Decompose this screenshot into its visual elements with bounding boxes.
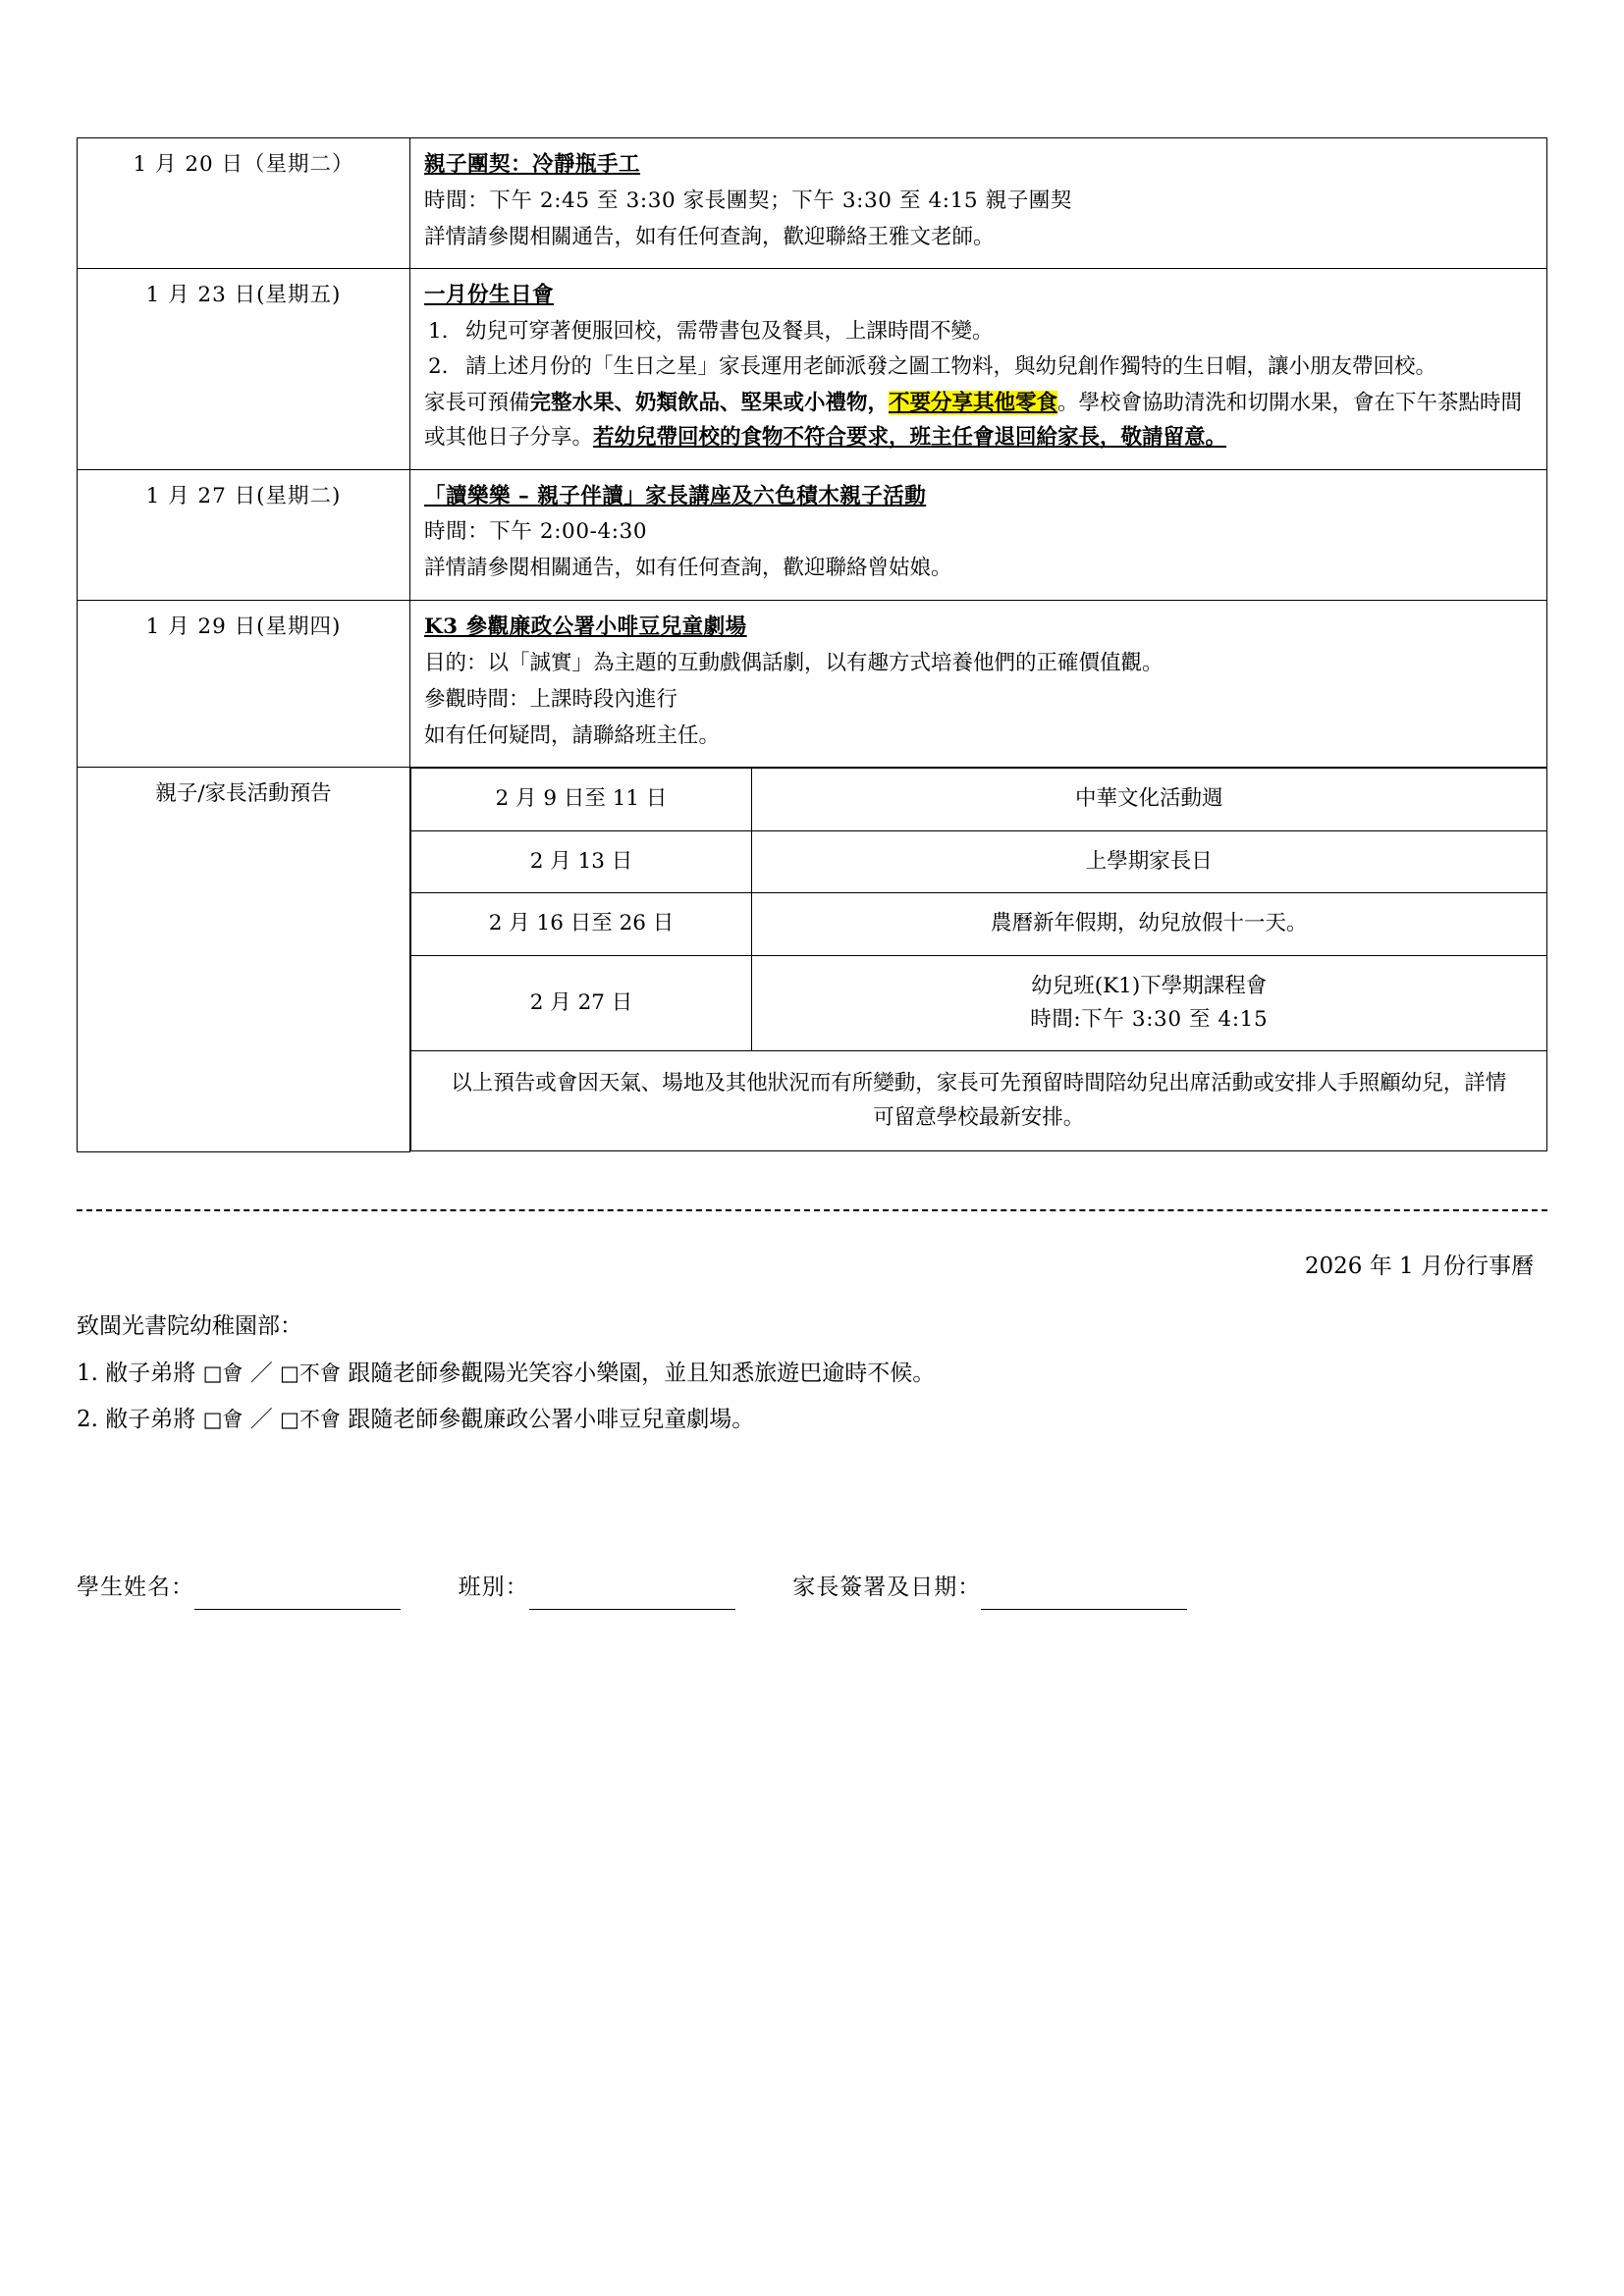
preview-date: 2 月 13 日 — [411, 830, 752, 892]
preview-date: 2 月 27 日 — [411, 955, 752, 1051]
reply-item-number: 1. — [77, 1361, 98, 1387]
row-content — [410, 269, 1547, 469]
row-content — [410, 138, 1547, 269]
reply-item-prefix: 敝子弟將 — [105, 1407, 196, 1433]
class-field[interactable] — [529, 1587, 735, 1610]
checkbox-will-not-attend[interactable]: □不會 — [280, 1408, 341, 1432]
signature-row — [77, 1566, 1547, 1610]
student-name-label: 學生姓名： — [77, 1575, 194, 1601]
event-item-list — [424, 315, 1533, 385]
preview-table — [410, 768, 1547, 1151]
paragraph-part: 家長可預備 — [424, 390, 530, 415]
table-row — [411, 769, 1547, 830]
event-line: 目的：以「誠實」為主題的互動戲偶話劇，以有趣方式培養他們的正確價值觀。 — [424, 650, 1164, 675]
reply-item-text: 跟隨老師參觀廉政公署小啡豆兒童劇場。 — [348, 1407, 755, 1433]
checkbox-will-not-attend[interactable]: □不會 — [280, 1362, 341, 1386]
preview-date: 2 月 16 日至 26 日 — [411, 893, 752, 955]
list-item-number: 1. — [428, 319, 449, 345]
preview-container — [410, 768, 1547, 1151]
reply-item-slash: ／ — [249, 1361, 273, 1387]
table-row — [411, 830, 1547, 892]
event-line: 時間：下午 2:00-4:30 — [424, 519, 648, 545]
paragraph-bold: 完整水果、奶類飲品、堅果或小禮物， — [529, 390, 890, 415]
table-row — [78, 269, 1547, 469]
row-date: 1 月 20 日（星期二） — [78, 138, 410, 269]
list-item — [424, 350, 1533, 385]
table-row — [78, 138, 1547, 269]
row-content — [410, 469, 1547, 600]
reply-option-row — [77, 1398, 1547, 1442]
row-content — [410, 601, 1547, 768]
preview-date: 2 月 9 日至 11 日 — [411, 769, 752, 830]
event-title: 「讀樂樂 – 親子伴讀」家長講座及六色積木親子活動 — [424, 483, 927, 508]
table-row — [78, 469, 1547, 600]
table-row — [411, 1051, 1547, 1151]
preview-event-cell — [752, 955, 1547, 1051]
event-line: 參觀時間：上課時段內進行 — [424, 686, 678, 712]
event-title: K3 參觀廉政公署小啡豆兒童劇場 — [424, 614, 747, 640]
checkbox-will-attend[interactable]: □會 — [202, 1362, 244, 1386]
event-line: 詳情請參閱相關通告，如有任何查詢，歡迎聯絡王雅文老師。 — [424, 224, 995, 249]
parent-signature-label: 家長簽署及日期： — [792, 1575, 982, 1601]
list-item-number: 2. — [428, 354, 449, 380]
student-name-field[interactable] — [194, 1587, 401, 1610]
row-date: 1 月 29 日(星期四) — [78, 601, 410, 768]
reply-option-row — [77, 1352, 1547, 1396]
checkbox-will-attend[interactable]: □會 — [202, 1408, 244, 1432]
preview-event-time: 時間:下午 3:30 至 4:15 — [1030, 1006, 1269, 1032]
list-item-text: 幼兒可穿著便服回校，需帶書包及餐具，上課時間不變。 — [465, 319, 994, 345]
event-title: 親子團契：冷靜瓶手工 — [424, 152, 641, 177]
table-row — [411, 893, 1547, 955]
reply-item-prefix: 敝子弟將 — [105, 1361, 196, 1387]
class-label: 班別： — [458, 1575, 529, 1601]
event-line: 時間：下午 2:45 至 3:30 家長團契；下午 3:30 至 4:15 親子團契 — [424, 187, 1072, 213]
preview-event: 中華文化活動週 — [752, 769, 1547, 830]
paragraph-part: 。學校會協助清洗和切開水果，會在下午茶點時間或其他日子分享。 — [424, 390, 1523, 450]
paragraph-bold-underline: 若幼兒帶回校的食物不符合要求，班主任會退回給家長，敬請留意。 — [593, 424, 1227, 450]
preview-note: 以上預告或會因天氣、場地及其他狀況而有所變動，家長可先預留時間陪幼兒出席活動或安排人手照顧幼兒，詳情可留意學校最新安排。 — [411, 1051, 1547, 1151]
calendar-table — [77, 137, 1547, 1152]
reply-item-text: 跟隨老師參觀陽光笑容小樂園，並且知悉旅遊巴逾時不候。 — [348, 1361, 936, 1387]
reply-slip — [77, 1245, 1547, 1610]
event-paragraph — [424, 387, 1533, 455]
preview-label: 親子/家長活動預告 — [78, 768, 410, 1151]
row-date: 1 月 23 日(星期五) — [78, 269, 410, 469]
event-line: 如有任何疑問，請聯絡班主任。 — [424, 722, 721, 748]
reply-addressee: 致閩光書院幼稚園部： — [77, 1312, 302, 1339]
list-item — [424, 315, 1533, 349]
parent-signature-field[interactable] — [981, 1587, 1187, 1610]
list-item-text: 請上述月份的「生日之星」家長運用老師派發之圖工物料，與幼兒創作獨特的生日帽，讓小朋友帶回校。 — [465, 354, 1437, 380]
preview-event: 上學期家長日 — [752, 830, 1547, 892]
event-title: 一月份生日會 — [424, 283, 555, 308]
tear-off-divider — [77, 1209, 1547, 1211]
preview-row — [78, 768, 1547, 1151]
reply-item-slash: ／ — [249, 1407, 273, 1433]
reply-title: 2026 年 1 月份行事曆 — [1304, 1253, 1534, 1279]
row-date: 1 月 27 日(星期二) — [78, 469, 410, 600]
preview-event: 農曆新年假期，幼兒放假十一天。 — [752, 893, 1547, 955]
reply-item-number: 2. — [77, 1407, 98, 1433]
event-line: 詳情請參閱相關通告，如有任何查詢，歡迎聯絡曾姑娘。 — [424, 556, 952, 581]
table-row — [411, 955, 1547, 1051]
paragraph-highlight: 不要分享其他零食 — [889, 390, 1058, 415]
table-row — [78, 601, 1547, 768]
preview-event: 幼兒班(K1)下學期課程會 — [1031, 973, 1268, 998]
